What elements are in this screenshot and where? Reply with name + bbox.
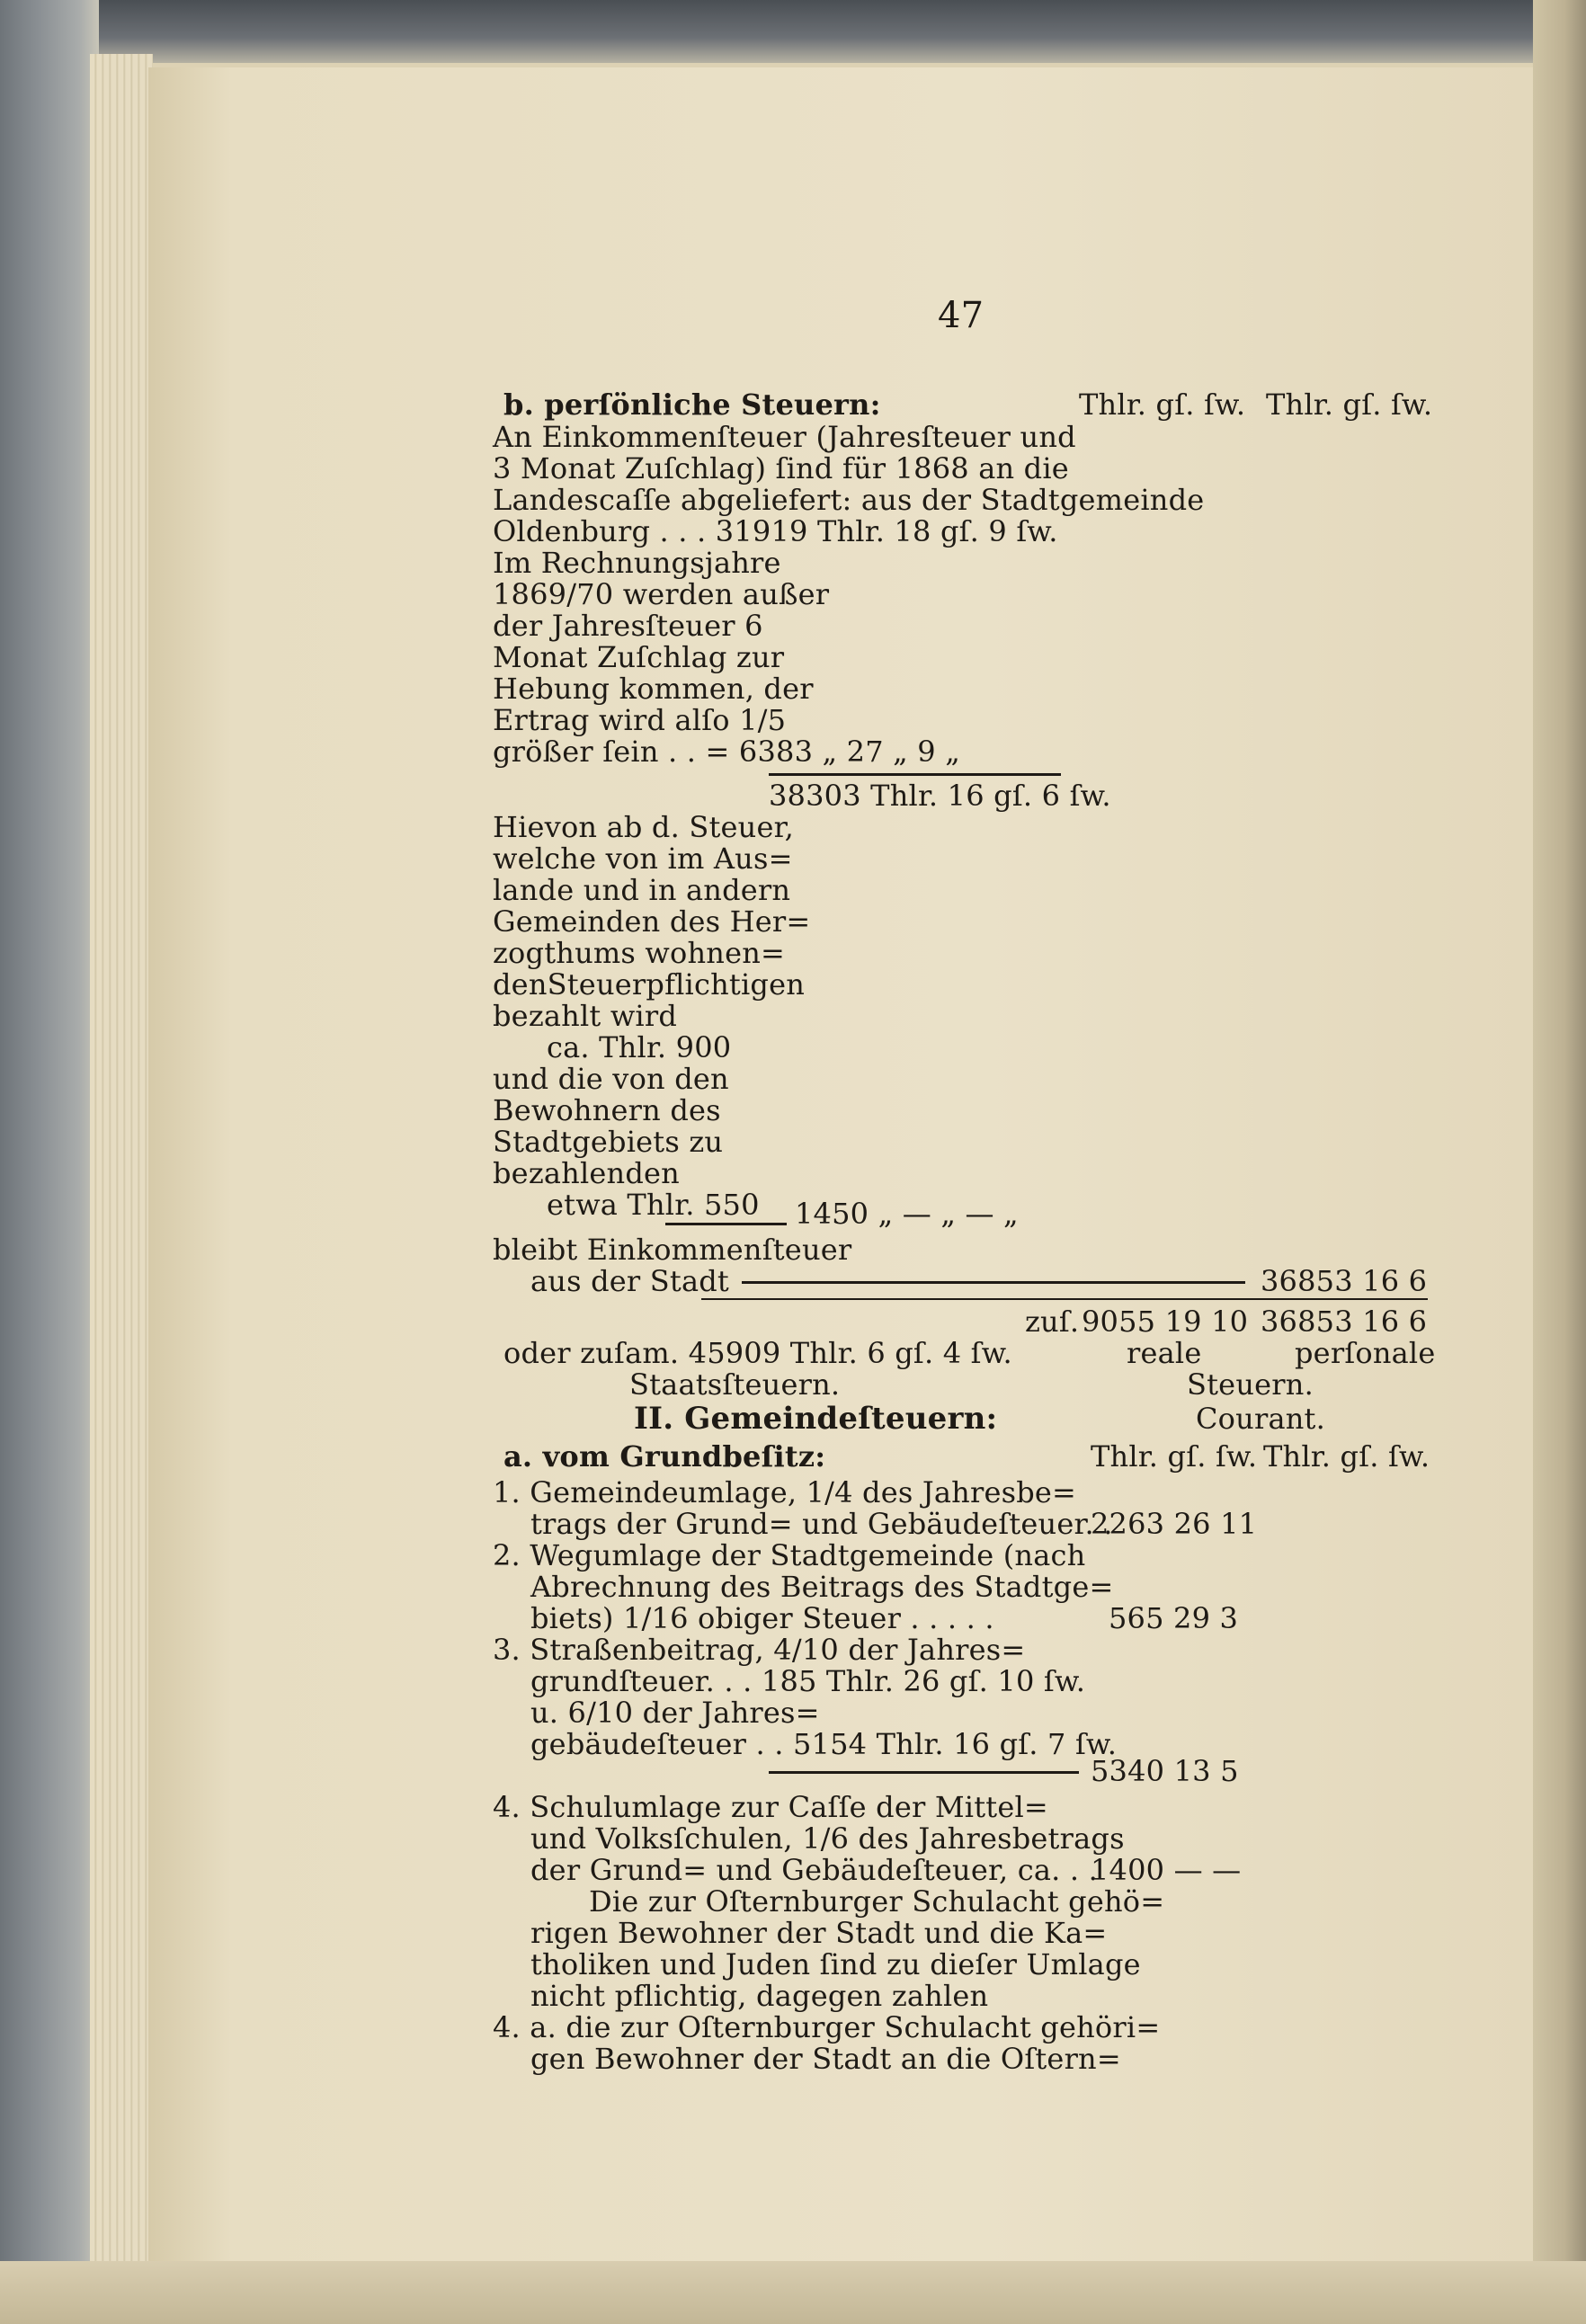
text-line: bleibt Einkommenſteuer xyxy=(493,1233,852,1267)
text-line: gen Bewohner der Stadt an die Oſtern= xyxy=(530,2042,1121,2076)
item-value: 2263 26 11 xyxy=(1091,1507,1258,1541)
item-value: 5340 13 5 xyxy=(1091,1754,1239,1788)
total-state-taxes: oder zuſam. 45909 Thlr. 6 gſ. 4 ſw. xyxy=(503,1336,1012,1370)
text-line: rigen Bewohner der Stadt und die Ka= xyxy=(530,1916,1108,1950)
text-line: 4. Schulumlage zur Caſſe der Mittel= xyxy=(493,1790,1048,1824)
zus-label: zuſ. xyxy=(1025,1304,1080,1339)
column-header-left: Thlr. gſ. ſw. xyxy=(1091,1439,1258,1474)
text-line: Oldenburg . . . 31919 Thlr. 18 gſ. 9 ſw. xyxy=(493,514,1058,548)
text-line: der Grund= und Gebäudeſteuer, ca. . . xyxy=(530,1853,1098,1887)
text-line: denSteuerpflichtigen xyxy=(493,967,806,1002)
text-line: 4. a. die zur Oſternburger Schulacht gehöri= xyxy=(493,2010,1161,2044)
text-line: bezahlt wird xyxy=(493,999,678,1033)
divider xyxy=(701,1298,1428,1300)
text-line: lande und in andern xyxy=(493,873,791,907)
column-header-right: Thlr. gſ. ſw. xyxy=(1266,387,1433,422)
text-line: und Volksſchulen, 1/6 des Jahresbetrags xyxy=(530,1821,1125,1856)
personal-label: perſonale xyxy=(1295,1336,1436,1370)
zus-real-total: 9055 19 10 xyxy=(1082,1304,1249,1339)
text-line: 3 Monat Zuſchlag) ſind für 1868 an die xyxy=(493,451,1069,485)
zus-personal-total: 36853 16 6 xyxy=(1261,1304,1428,1339)
currency-label: Courant. xyxy=(1196,1402,1325,1436)
deduction-value: 1450 „ — „ — „ xyxy=(795,1197,1019,1231)
text-line: Bewohnern des xyxy=(493,1093,721,1127)
section-ii-title: II. Gemeindeſteuern: xyxy=(634,1401,998,1437)
text-line: ca. Thlr. 900 xyxy=(547,1030,732,1064)
text-line: etwa Thlr. 550 xyxy=(547,1188,760,1222)
book-cover-spine xyxy=(0,0,99,2324)
sum-rule xyxy=(769,773,1061,776)
text-line: aus der Stadt xyxy=(530,1264,729,1298)
text-line: Die zur Oſternburger Schulacht gehö= xyxy=(589,1884,1165,1919)
item-value: 1400 — — xyxy=(1091,1853,1242,1887)
text-line: u. 6/10 der Jahres= xyxy=(530,1696,820,1730)
text-line: Hievon ab d. Steuer, xyxy=(493,810,794,844)
text-line: Stadtgebiets zu xyxy=(493,1125,724,1159)
text-line: größer ſein . . = 6383 „ 27 „ 9 „ xyxy=(493,735,961,769)
text-line: zogthums wohnen= xyxy=(493,936,786,970)
column-header-left: Thlr. gſ. ſw. xyxy=(1079,387,1246,422)
text-line: 3. Straßenbeitrag, 4/10 der Jahres= xyxy=(493,1633,1026,1667)
text-line: Monat Zuſchlag zur xyxy=(493,640,785,674)
remaining-income-tax: 36853 16 6 xyxy=(1261,1264,1428,1298)
text-line: Hebung kommen, der xyxy=(493,672,814,706)
text-line: und die von den xyxy=(493,1062,729,1096)
text-line: Abrechnung des Beitrags des Stadtge= xyxy=(530,1570,1114,1604)
subtotal: 38303 Thlr. 16 gſ. 6 ſw. xyxy=(769,779,1111,813)
text-line: 1. Gemeindeumlage, 1/4 des Jahresbe= xyxy=(493,1475,1077,1509)
real-label: reale xyxy=(1127,1336,1202,1370)
text-line: welche von im Aus= xyxy=(493,841,793,876)
text-line: Gemeinden des Her= xyxy=(493,904,811,939)
text-line: Ertrag wird alſo 1/5 xyxy=(493,703,787,737)
item-value: 565 29 3 xyxy=(1109,1601,1239,1635)
text-line: nicht pflichtig, dagegen zahlen xyxy=(530,1979,989,2013)
page-number: 47 xyxy=(938,295,985,336)
leader-rule xyxy=(742,1281,1245,1284)
text-line: der Jahresſteuer 6 xyxy=(493,609,763,643)
page-edges xyxy=(90,54,153,2275)
text-line: tholiken und Juden ſind zu dieſer Umlage xyxy=(530,1947,1141,1981)
taxes-label: Steuern. xyxy=(1187,1367,1314,1402)
text-line: 2. Wegumlage der Stadtgemeinde (nach xyxy=(493,1538,1086,1572)
sum-rule xyxy=(665,1223,787,1225)
state-taxes-label: Staatsſteuern. xyxy=(629,1367,841,1402)
text-line: bezahlenden xyxy=(493,1156,680,1190)
text-line: An Einkommenſteuer (Jahresſteuer und xyxy=(493,420,1076,454)
facing-page-edge xyxy=(1533,0,1586,2324)
bottom-edge xyxy=(0,2261,1586,2324)
text-line: Im Rechnungsjahre xyxy=(493,546,781,580)
text-line: trags der Grund= und Gebäudeſteuer. . xyxy=(530,1507,1113,1541)
text-line: grundſteuer. . . 185 Thlr. 26 gſ. 10 ſw. xyxy=(530,1664,1086,1698)
text-line: gebäudeſteuer . . 5154 Thlr. 16 gſ. 7 ſw. xyxy=(530,1727,1118,1761)
text-line: Landescaſſe abgeliefert: aus der Stadtgemeinde xyxy=(493,483,1205,517)
section-a-title: a. vom Grundbeſitz: xyxy=(503,1439,826,1474)
book-cover-top xyxy=(0,0,1586,63)
sum-rule xyxy=(769,1771,1079,1774)
text-line: 1869/70 werden außer xyxy=(493,577,830,611)
column-header-right: Thlr. gſ. ſw. xyxy=(1263,1439,1430,1474)
section-b-title: b. perſönliche Steuern: xyxy=(503,387,881,422)
text-line: biets) 1/16 obiger Steuer . . . . . xyxy=(530,1601,994,1635)
